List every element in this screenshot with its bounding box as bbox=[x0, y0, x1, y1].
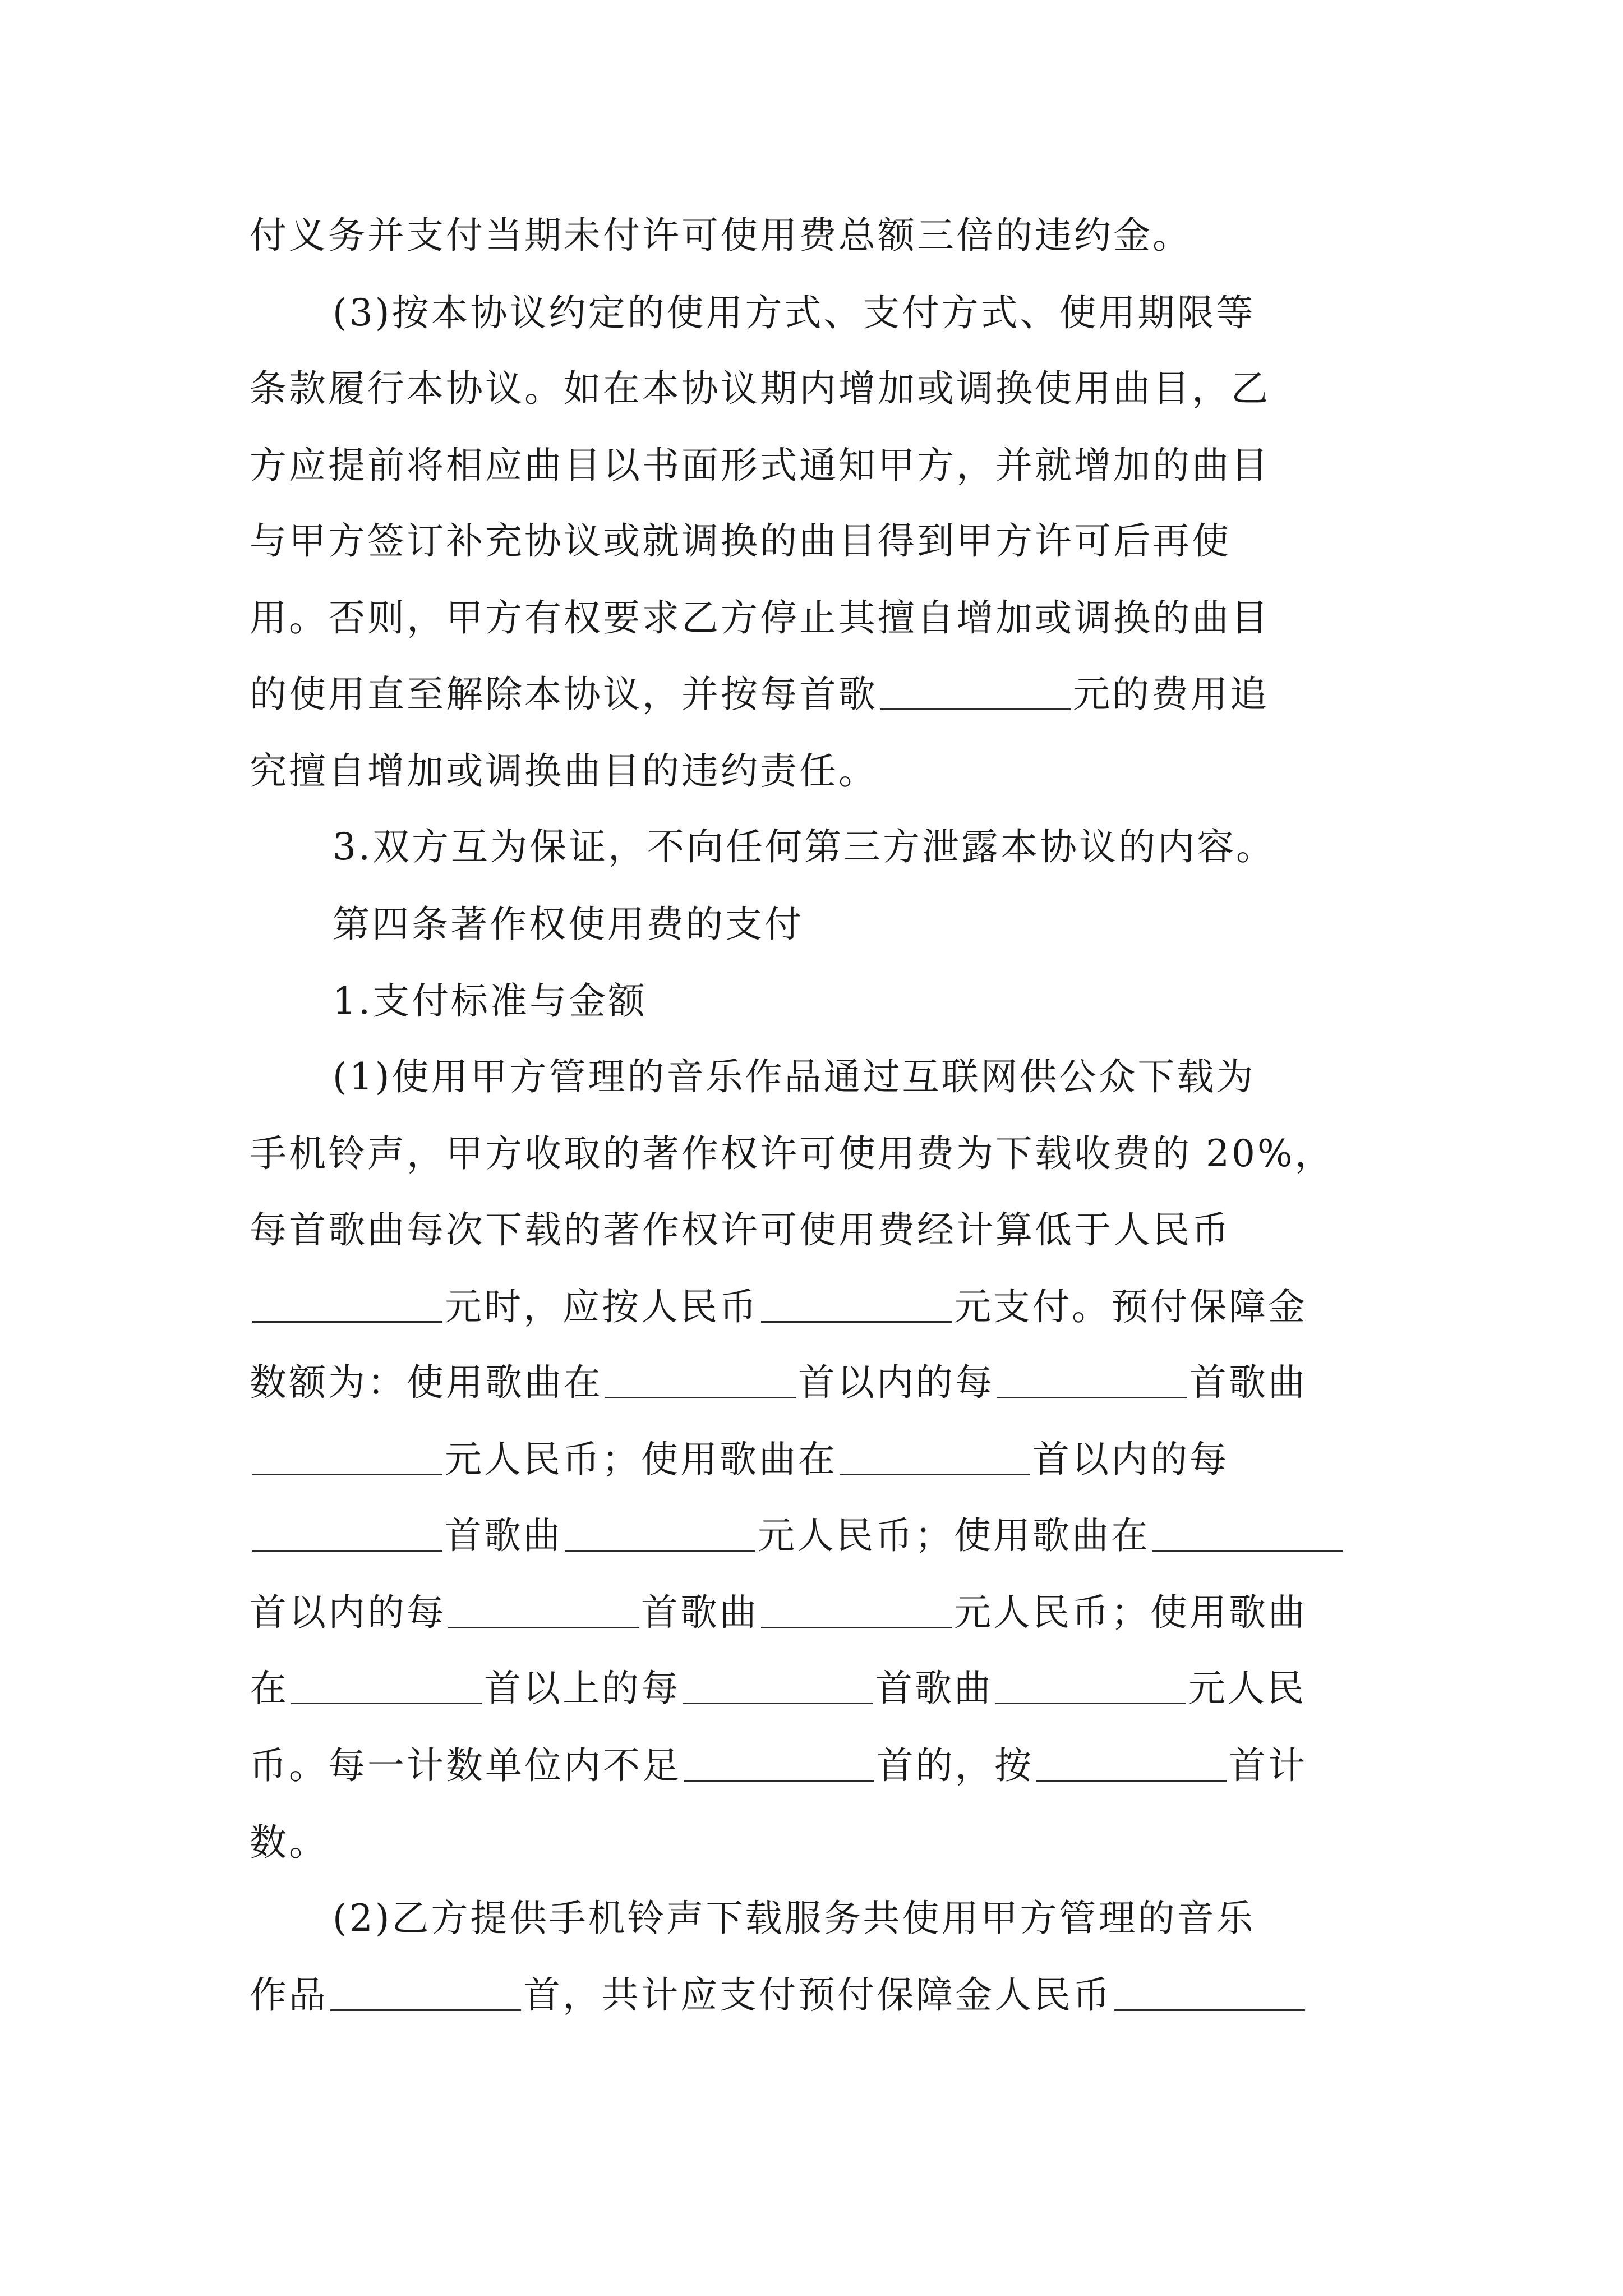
text-segment: 与甲方签订补充协议或就调换的曲目得到甲方许可后再使 bbox=[250, 519, 1231, 563]
fill-in-blank bbox=[252, 1440, 442, 1475]
text-segment: (1)使用甲方管理的音乐作品通过互联网供公众下载为 bbox=[333, 1055, 1256, 1098]
text-segment: 首以上的每 bbox=[484, 1667, 680, 1710]
fill-in-blank bbox=[1114, 1976, 1305, 2011]
fill-in-blank bbox=[565, 1516, 755, 1552]
text-segment: 究擅自增加或调换曲目的违约责任。 bbox=[250, 749, 878, 793]
fill-in-blank bbox=[683, 1669, 873, 1704]
fill-in-blank bbox=[761, 1287, 952, 1323]
fill-in-blank bbox=[997, 1363, 1187, 1398]
text-segment: 首歌曲 bbox=[875, 1667, 993, 1710]
text-line bbox=[250, 1360, 1307, 1405]
fill-in-blank bbox=[252, 1516, 442, 1552]
text-segment: (3)按本协议约定的使用方式、支付方式、使用期限等 bbox=[333, 291, 1256, 334]
text-segment: 首以内的每 bbox=[250, 1591, 446, 1634]
text-segment: 第四条著作权使用费的支付 bbox=[333, 903, 804, 946]
text-line bbox=[333, 825, 1275, 869]
text-line bbox=[250, 1513, 1345, 1558]
text-line bbox=[250, 519, 1231, 564]
text-line bbox=[333, 979, 647, 1024]
fill-in-blank bbox=[330, 1976, 521, 2011]
text-segment: 元人民币；使用歌曲 bbox=[954, 1591, 1307, 1634]
text-line bbox=[250, 1285, 1307, 1329]
text-segment: 首的，按 bbox=[877, 1744, 1034, 1787]
text-line bbox=[250, 1437, 1229, 1482]
text-line bbox=[250, 1131, 1334, 1176]
text-line bbox=[250, 443, 1270, 488]
text-segment: 首歌曲 bbox=[1189, 1361, 1307, 1404]
text-segment: 的使用直至解除本协议，并按每首歌 bbox=[250, 673, 878, 716]
text-segment: 首以内的每 bbox=[1032, 1438, 1229, 1481]
text-line bbox=[250, 749, 878, 794]
text-segment: 作品 bbox=[250, 1973, 328, 2017]
fill-in-blank bbox=[880, 675, 1071, 710]
text-line bbox=[250, 1743, 1307, 1788]
text-segment: 付义务并支付当期未付许可使用费总额三倍的违约金。 bbox=[250, 214, 1192, 257]
text-segment: 元的费用追 bbox=[1073, 673, 1269, 716]
fill-in-blank bbox=[252, 1287, 442, 1323]
text-segment: 首以内的每 bbox=[798, 1361, 994, 1404]
text-segment: (2)乙方提供手机铃声下载服务共使用甲方管理的音乐 bbox=[333, 1897, 1256, 1940]
fill-in-blank bbox=[605, 1363, 796, 1398]
text-line bbox=[333, 902, 804, 947]
text-segment: 首，共计应支付预付保障金人民币 bbox=[523, 1973, 1112, 2017]
text-segment: 手机铃声，甲方收取的著作权许可使用费为下载收费的 20%， bbox=[250, 1132, 1334, 1175]
text-line bbox=[250, 1208, 1231, 1253]
text-segment: 3.双方互为保证，不向任何第三方泄露本协议的内容。 bbox=[333, 825, 1275, 868]
text-line bbox=[333, 1055, 1256, 1099]
text-line bbox=[250, 1590, 1307, 1635]
fill-in-blank bbox=[840, 1440, 1030, 1475]
text-line bbox=[250, 1973, 1307, 2018]
fill-in-blank bbox=[995, 1669, 1186, 1704]
text-line bbox=[250, 596, 1270, 641]
text-segment: 用。否则，甲方有权要求乙方停止其擅自增加或调换的曲目 bbox=[250, 596, 1270, 639]
text-segment: 数。 bbox=[250, 1821, 328, 1864]
text-line bbox=[250, 1820, 328, 1865]
text-line bbox=[333, 1896, 1256, 1941]
text-segment: 元人民 bbox=[1188, 1667, 1306, 1710]
text-segment: 1.支付标准与金额 bbox=[333, 979, 647, 1023]
text-segment: 每首歌曲每次下载的著作权许可使用费经计算低于人民币 bbox=[250, 1208, 1231, 1251]
text-segment: 首歌曲 bbox=[445, 1514, 562, 1557]
text-line bbox=[333, 291, 1256, 335]
text-segment: 数额为：使用歌曲在 bbox=[250, 1361, 603, 1404]
text-segment: 元人民币；使用歌曲在 bbox=[445, 1438, 837, 1481]
text-segment: 元时，应按人民币 bbox=[445, 1285, 759, 1328]
fill-in-blank bbox=[1036, 1746, 1227, 1782]
text-segment: 元支付。预付保障金 bbox=[954, 1285, 1307, 1328]
text-segment: 在 bbox=[250, 1667, 289, 1710]
text-segment: 首歌曲 bbox=[641, 1591, 759, 1634]
text-line bbox=[250, 366, 1270, 411]
text-line bbox=[250, 672, 1269, 717]
fill-in-blank bbox=[684, 1746, 874, 1782]
fill-in-blank bbox=[291, 1669, 482, 1704]
text-line bbox=[250, 213, 1192, 258]
text-segment: 条款履行本协议。如在本协议期内增加或调换使用曲目，乙 bbox=[250, 367, 1270, 410]
text-segment: 首计 bbox=[1229, 1744, 1307, 1787]
fill-in-blank bbox=[761, 1593, 952, 1628]
text-segment: 元人民币；使用歌曲在 bbox=[758, 1514, 1150, 1557]
fill-in-blank bbox=[448, 1593, 639, 1628]
text-segment: 方应提前将相应曲目以书面形式通知甲方，并就增加的曲目 bbox=[250, 444, 1270, 487]
text-segment: 币。每一计数单位内不足 bbox=[250, 1744, 681, 1787]
fill-in-blank bbox=[1152, 1516, 1343, 1552]
text-line bbox=[250, 1666, 1306, 1711]
